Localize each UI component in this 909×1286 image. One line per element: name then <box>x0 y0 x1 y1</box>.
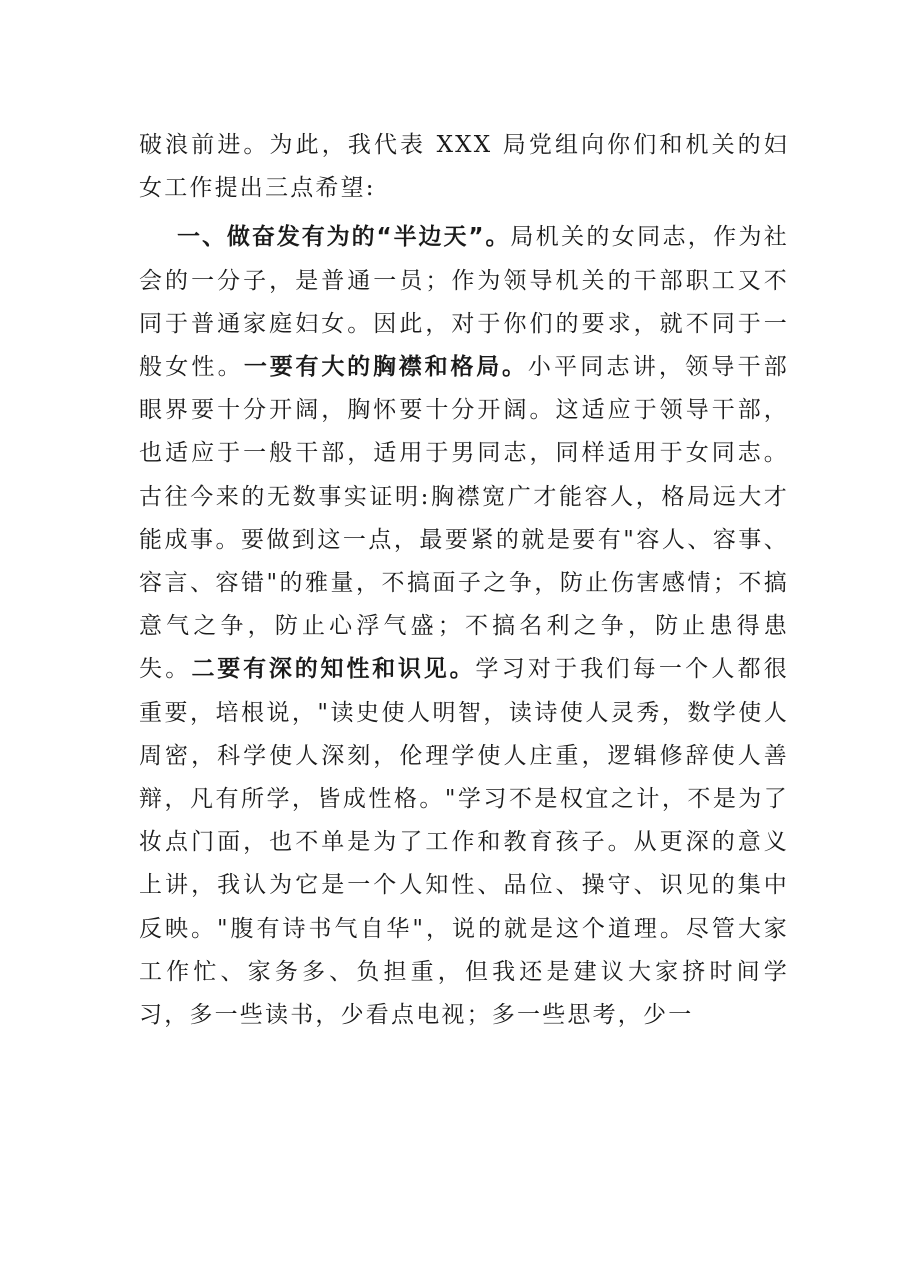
subheading-second-requirement: 二要有深的知性和识见。 <box>191 656 476 683</box>
paragraph-point-one <box>139 216 789 1037</box>
body-text-2: 小平同志讲，领导干部眼界要十分开阔，胸怀要十分开阔。这适应于领导干部，也适应于一般干部，适用于男同志，同样适用于女同志。古往今来的无数事实证明:胸襟宽广才能容人，格局远大才能成事。要做到这一点，最要紧的就是要有"容人、容事、容言、容错"的雅量，不搞面子之争，防止伤害感情；不搞意气之争，防止心浮气盛；不搞名利之争，防止患得患失。 <box>139 354 789 683</box>
body-text-3: 学习对于我们每一个人都很重要，培根说，"读史使人明智，读诗使人灵秀，数学使人周密，科学使人深刻，伦理学使人庄重，逻辑修辞使人善辩，凡有所学，皆成性格。"学习不是权宜之计，不是为了妆点门面，也不单是为了工作和教育孩子。从更深的意义上讲，我认为它是一个人知性、品位、操守、识见的集中反映。"腹有诗书气自华"，说的就是这个道理。尽管大家工作忙、家务多、负担重，但我还是建议大家挤时间学习，多一些读书，少看点电视；多一些思考，少一 <box>139 656 789 1029</box>
body-text-1: 局机关的女同志，作为社会的一分子，是普通一员；作为领导机关的干部职工又不同于普通家庭妇女。因此，对于你们的要求，就不同于一般女性。 <box>139 224 790 381</box>
paragraph-intro <box>139 124 789 210</box>
subheading-first-requirement: 一要有大的胸襟和格局。 <box>243 354 528 381</box>
document-body <box>139 124 789 1037</box>
heading-point-one: 一、做奋发有为的“半边天”。 <box>177 224 511 251</box>
intro-text: 破浪前进。为此，我代表 XXX 局党组向你们和机关的妇女工作提出三点希望: <box>139 132 789 202</box>
